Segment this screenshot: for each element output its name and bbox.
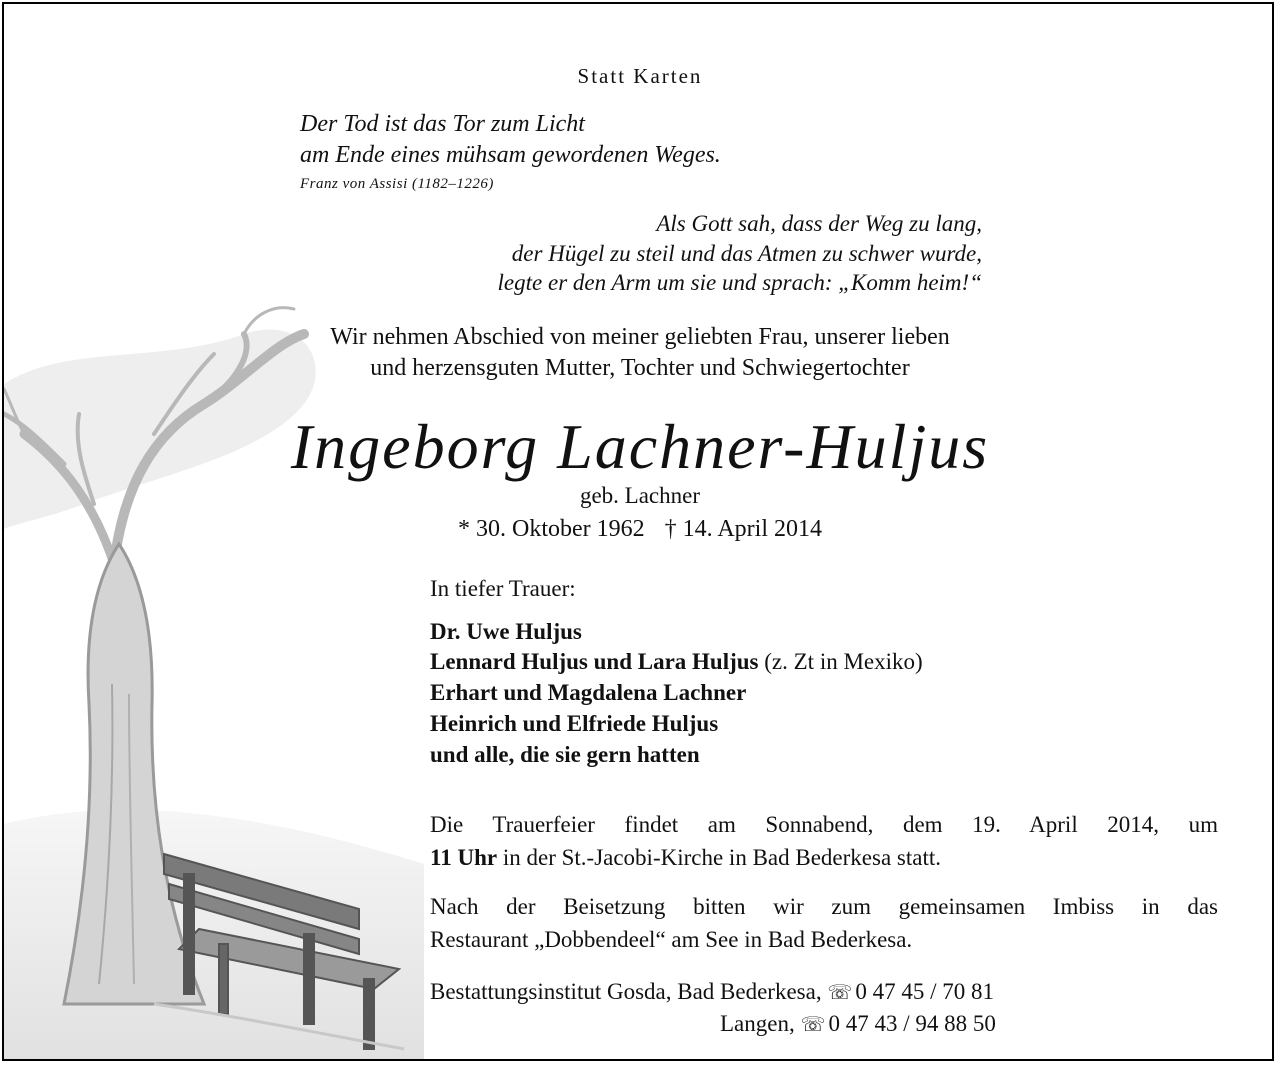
birth-date: * 30. Oktober 1962 — [458, 516, 645, 542]
poem-line: legte er den Arm um sie und sprach: „Komm heim!“ — [497, 270, 982, 295]
mourner-name: und alle, die sie gern hatten — [430, 742, 700, 767]
service-info — [430, 808, 1218, 874]
contact-name: Langen, — [720, 1011, 801, 1036]
statt-karten-header: Statt Karten — [577, 64, 703, 88]
mourner-entry — [430, 649, 923, 675]
poem-line: der Hügel zu steil und das Atmen zu schwer wurde, — [511, 241, 982, 266]
funeral-home-contact — [430, 979, 994, 1005]
service-time: 11 Uhr — [430, 845, 498, 870]
mourner-name: Dr. Uwe Huljus — [430, 619, 582, 644]
poem-line: Als Gott sah, dass der Weg zu lang, — [656, 211, 982, 236]
reception-line: Nach der Beisetzung bitten wir zum gemeinsamen Imbiss in das — [430, 894, 1218, 919]
telephone-icon: ☏ — [827, 982, 853, 1004]
obituary-notice — [2, 2, 1274, 1061]
maiden-name: geb. Lachner — [579, 483, 701, 508]
mourner-name: Erhart und Magdalena Lachner — [430, 680, 747, 705]
mourner-entry — [430, 619, 582, 645]
mourner-entry — [430, 711, 718, 737]
reception-line: Restaurant „Dobbendeel“ am See in Bad Bederkesa. — [430, 927, 913, 952]
phone-number: 0 47 43 / 94 88 50 — [828, 1011, 996, 1036]
life-dates — [4, 516, 1274, 543]
funeral-home-contact — [720, 1011, 996, 1037]
mourner-note: (z. Zt in Mexiko) — [758, 649, 923, 674]
contact-name: Bestattungsinstitut Gosda, Bad Bederkesa, — [430, 979, 828, 1004]
farewell-intro-line: und herzensguten Mutter, Tochter und Schwiegertochter — [370, 355, 910, 381]
mourner-name: Lennard Huljus und Lara Huljus — [430, 649, 759, 674]
farewell-intro-line: Wir nehmen Abschied von meiner geliebten Frau, unserer lieben — [330, 324, 950, 350]
quote-line: am Ende eines mühsam gewordenen Weges. — [300, 142, 721, 168]
telephone-icon: ☏ — [800, 1014, 826, 1036]
service-line: Die Trauerfeier findet am Sonnabend, dem 19. April 2014, um — [430, 812, 1218, 837]
phone-number: 0 47 45 / 70 81 — [855, 979, 994, 1004]
quote-line: Der Tod ist das Tor zum Licht — [300, 111, 585, 137]
service-location: in der St.-Jacobi-Kirche in Bad Bederkesa statt. — [497, 845, 941, 870]
death-date: † 14. April 2014 — [664, 516, 822, 542]
mourner-name: Heinrich und Elfriede Huljus — [430, 711, 719, 736]
mourners-label: In tiefer Trauer: — [430, 576, 576, 601]
service-line — [430, 841, 1218, 874]
reception-info — [430, 890, 1218, 956]
mourner-entry — [430, 742, 700, 768]
deceased-name: Ingeborg Lachner-Huljus — [290, 411, 990, 482]
mourner-entry — [430, 680, 746, 706]
quote-credit: Franz von Assisi (1182–1226) — [300, 176, 494, 192]
